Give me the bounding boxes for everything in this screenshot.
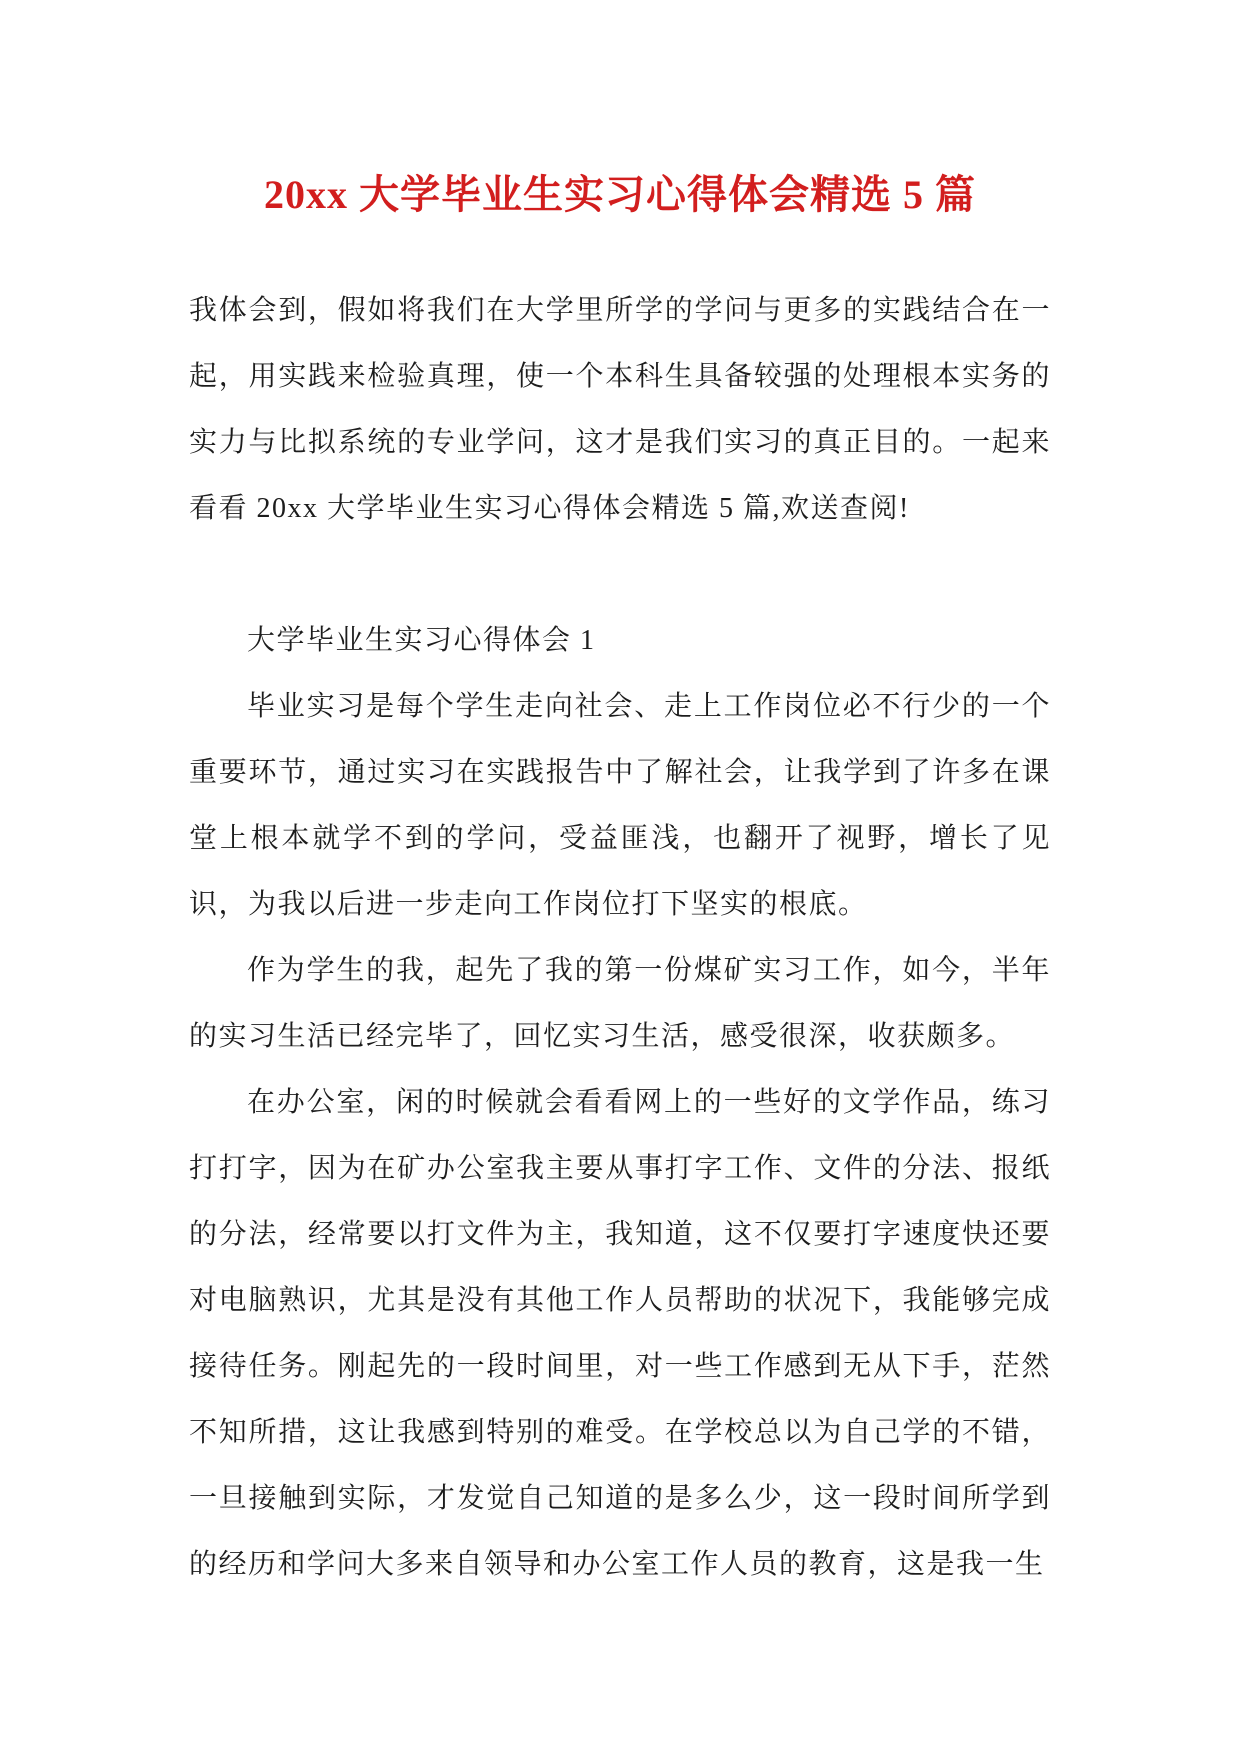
document-title-text: 20xx 大学毕业生实习心得体会精选 5 篇 bbox=[264, 172, 976, 217]
paragraph-3: 在办公室，闲的时候就会看看网上的一些好的文学作品，练习打打字，因为在矿办公室我主要从事打字工作、文件的分法、报纸的分法，经常要以打文件为主，我知道，这不仅要打字速度快还要对电脑熟识，尤其是没有其他工作人员帮助的状况下，我能够完成接待任务。刚起先的一段时间里，对一些工作感到无从下手，茫然不知所措，这让我感到特别的难受。在学校总以为自己学的不错，一旦接触到实际，才发觉自己知道的是多么少，这一段时间所学到的经历和学问大多来自领导和办公室工作人员的教育，这是我一生 bbox=[189, 1087, 1051, 1580]
intro-paragraph: 我体会到，假如将我们在大学里所学的学问与更多的实践结合在一起，用实践来检验真理，使一个本科生具备较强的处理根本实务的实力与比拟系统的专业学问，这才是我们实习的真正目的。一起来看看 20xx 大学毕业生实习心得体会精选 5 篇,欢送查阅! bbox=[189, 295, 1051, 524]
paragraph-2: 作为学生的我，起先了我的第一份煤矿实习工作，如今，半年的实习生活已经完毕了，回忆实习生活，感受很深，收获颇多。 bbox=[189, 955, 1051, 1052]
paragraph-1: 毕业实习是每个学生走向社会、走上工作岗位必不行少的一个重要环节，通过实习在实践报告中了解社会，让我学到了许多在课堂上根本就学不到的学问，受益匪浅，也翻开了视野，增长了见识，为我以后进一步走向工作岗位打下坚实的根底。 bbox=[189, 691, 1051, 920]
document-title bbox=[189, 168, 1051, 222]
section-heading-1: 大学毕业生实习心得体会 1 bbox=[247, 625, 596, 656]
